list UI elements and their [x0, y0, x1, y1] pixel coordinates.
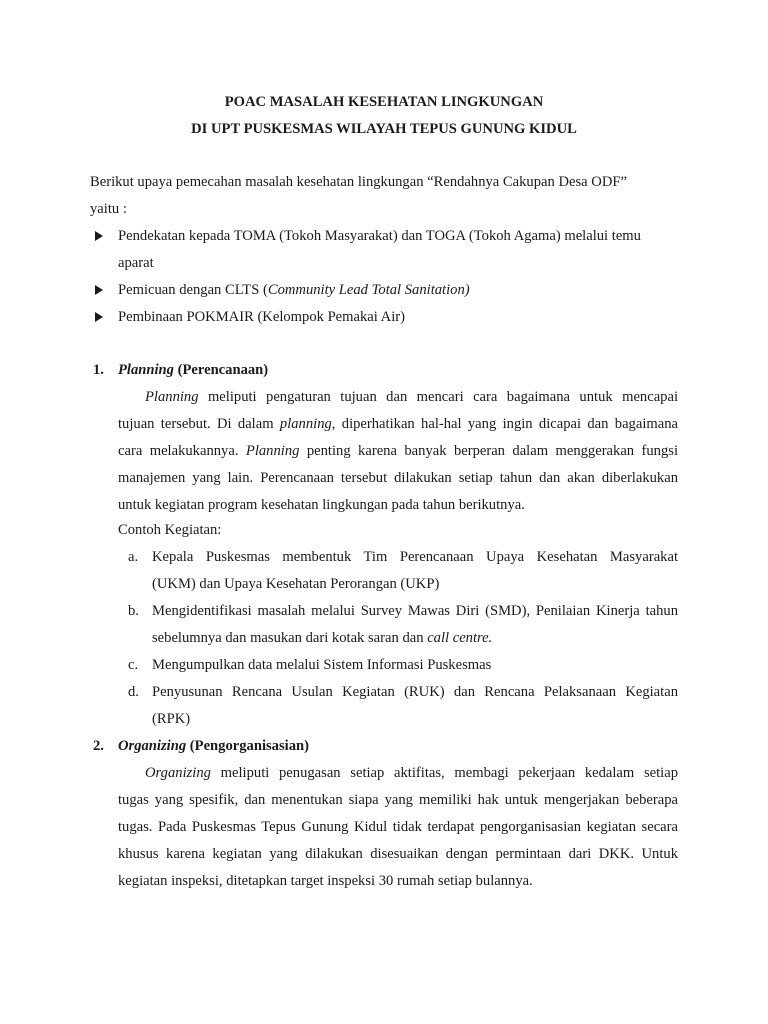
section-1-number: 1. [93, 362, 104, 378]
section-1-p2-italic: planning [279, 416, 332, 432]
list-item-c-line-1: Mengumpulkan data melalui Sistem Informasi Puskesmas [152, 657, 492, 673]
intro-line-2: yaitu : [90, 201, 127, 217]
list-item-b-line-2 [152, 629, 492, 647]
bullet-item-2-italic: Community Lead Total Sanitation) [267, 282, 470, 298]
section-1-p3-italic: Planning [245, 443, 300, 459]
list-item-b-label: b. [128, 603, 139, 619]
section-2-paragraph-line-4: khusus karena kegiatan yang dilakukan disesuaikan dengan permintaan dari DKK. Untuk [118, 846, 678, 862]
section-1-p1-rest: meliputi pengaturan tujuan dan mencari cara bagaimana untuk mencapai [207, 389, 678, 405]
section-1-contoh-label: Contoh Kegiatan: [118, 522, 222, 538]
list-item-c-label: c. [128, 657, 139, 673]
document-title-line-1: POAC MASALAH KESEHATAN LINGKUNGAN [224, 94, 544, 110]
bullet-arrow-icon [95, 227, 103, 245]
section-1-paragraph-line-2 [118, 415, 678, 433]
section-2-paragraph-line-1 [145, 764, 678, 782]
section-1-paragraph-line-5: untuk kegiatan program kesehatan lingkungan pada tahun berikutnya. [118, 497, 525, 513]
bullet-item-1-line-1: Pendekatan kepada TOMA (Tokoh Masyarakat) dan TOGA (Tokoh Agama) melalui temu [118, 228, 641, 244]
list-item-b-line-2-italic: call centre. [427, 630, 493, 646]
list-item-d-label: d. [128, 684, 139, 700]
list-item-b-line-1: Mengidentifikasi masalah melalui Survey Mawas Diri (SMD), Penilaian Kinerja tahun [152, 603, 678, 619]
bullet-item-1-line-2: aparat [118, 255, 154, 271]
section-2-heading [118, 737, 309, 755]
section-1-p3-pre: cara melakukannya. [118, 443, 239, 459]
section-1-paragraph-line-1 [145, 388, 678, 406]
bullet-arrow-icon [95, 308, 103, 326]
list-item-a-line-1: Kepala Puskesmas membentuk Tim Perencanaan Upaya Kesehatan Masyarakat [152, 549, 678, 565]
document-title-line-2: DI UPT PUSKESMAS WILAYAH TEPUS GUNUNG KIDUL [191, 121, 577, 137]
bullet-arrow-icon [95, 281, 103, 299]
section-2-paragraph-line-2: tugas yang spesifik, dan menentukan siapa yang memiliki hak untuk mengerjakan beberapa [118, 792, 678, 808]
section-1-heading-rest: (Perencanaan) [177, 362, 269, 378]
section-1-paragraph-line-4: manajemen yang lain. Perencanaan tersebut dilakukan setiap tahun dan akan diberlakukan [118, 470, 678, 486]
list-item-b-line-2-text: sebelumnya dan masukan dari kotak saran dan [152, 630, 424, 646]
list-item-d-line-2: (RPK) [152, 711, 191, 727]
intro-line-1: Berikut upaya pemecahan masalah kesehatan lingkungan “Rendahnya Cakupan Desa ODF” [90, 174, 627, 190]
section-1-p2-pre: tujuan tersebut. Di dalam [118, 416, 274, 432]
list-item-a-line-2: (UKM) dan Upaya Kesehatan Perorangan (UKP) [152, 576, 440, 592]
section-2-number: 2. [93, 738, 104, 754]
section-2-p1-italic: Organizing [145, 765, 211, 781]
bullet-item-3: Pembinaan POKMAIR (Kelompok Pemakai Air) [118, 309, 405, 325]
section-1-paragraph-line-3 [118, 442, 678, 460]
section-2-p1-rest: meliputi penugasan setiap aktifitas, membagi pekerjaan kedalam setiap [220, 765, 678, 781]
section-1-heading [118, 361, 268, 379]
section-1-heading-italic: Planning [118, 362, 174, 378]
section-1-p1-italic: Planning [145, 389, 199, 405]
section-2-paragraph-line-3: tugas. Pada Puskesmas Tepus Gunung Kidul tidak terdapat pengorganisasian kegiatan secara [118, 819, 678, 835]
list-item-a-label: a. [128, 549, 139, 565]
section-2-heading-italic: Organizing [118, 738, 187, 754]
bullet-item-2-text: Pemicuan dengan CLTS ( [118, 282, 268, 298]
section-1-p2-post: , diperhatikan hal-hal yang ingin dicapai dan bagaimana [331, 416, 678, 432]
section-2-heading-rest: (Pengorganisasian) [189, 738, 309, 754]
bullet-item-2 [118, 281, 470, 299]
list-item-d-line-1: Penyusunan Rencana Usulan Kegiatan (RUK) dan Rencana Pelaksanaan Kegiatan [152, 684, 678, 700]
section-1-p3-post: penting karena banyak berperan dalam menggerakan fungsi [306, 443, 678, 459]
section-2-paragraph-line-5: kegiatan inspeksi, ditetapkan target inspeksi 30 rumah setiap bulannya. [118, 873, 533, 889]
